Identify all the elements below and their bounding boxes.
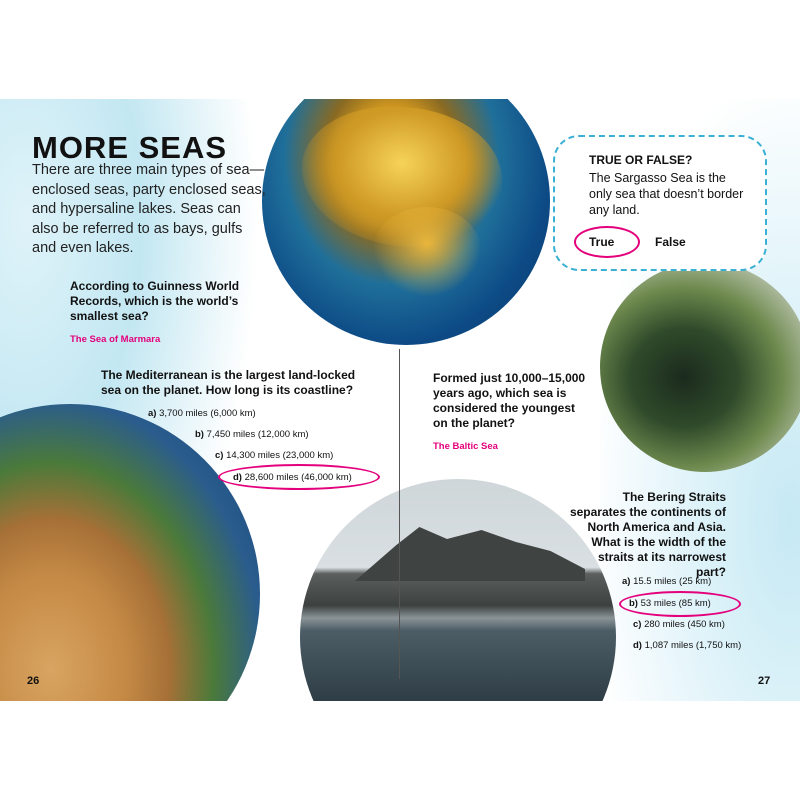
option-letter: b)	[629, 598, 638, 609]
correct-answer-ring	[574, 226, 640, 258]
bering-option-c	[633, 619, 725, 630]
seaweed-cluster	[372, 207, 482, 297]
option-text: 280 miles (450 km)	[644, 619, 725, 630]
mediterranean-option-c	[215, 450, 333, 461]
mediterranean-option-b	[195, 429, 309, 440]
option-text: 53 miles (85 km)	[640, 598, 711, 609]
option-letter: a)	[148, 408, 157, 419]
bering-question: The Bering Straits separates the continents of North America and Asia. What is the width of the straits at its narrowest part?	[569, 490, 726, 579]
page-number-right: 27	[758, 675, 771, 687]
option-text: 28,600 miles (46,000 km)	[244, 472, 352, 483]
bering-option-d	[633, 640, 741, 651]
option-text: 15.5 miles (25 km)	[633, 576, 712, 587]
bering-option-a	[622, 576, 711, 587]
option-text: 1,087 miles (1,750 km)	[644, 640, 742, 651]
option-letter: d)	[233, 472, 242, 483]
option-letter: c)	[633, 619, 642, 630]
true-false-box	[553, 135, 767, 271]
book-spread	[0, 99, 800, 701]
option-letter: a)	[622, 576, 631, 587]
true-false-heading: TRUE OR FALSE?	[589, 153, 693, 167]
false-option: False	[655, 235, 686, 249]
smallest-sea-question: According to Guinness World Records, which is the world’s smallest sea?	[70, 279, 240, 323]
true-option: True	[589, 235, 615, 249]
page-title: MORE SEAS	[32, 130, 228, 165]
youngest-sea-question: Formed just 10,000–15,000 years ago, which sea is considered the youngest on the planet?	[433, 371, 586, 430]
option-letter: c)	[215, 450, 224, 461]
true-false-statement: The Sargasso Sea is the only sea that doesn’t border any land.	[589, 171, 744, 217]
smallest-sea-answer: The Sea of Marmara	[70, 334, 161, 345]
youngest-sea-answer: The Baltic Sea	[433, 441, 498, 452]
correct-answer-ring	[619, 591, 741, 617]
mediterranean-option-a	[148, 408, 256, 419]
mountain-range	[355, 521, 585, 581]
option-letter: b)	[195, 429, 204, 440]
option-text: 7,450 miles (12,000 km)	[206, 429, 309, 440]
option-text: 3,700 miles (6,000 km)	[159, 408, 256, 419]
option-text: 14,300 miles (23,000 km)	[226, 450, 334, 461]
correct-answer-ring	[218, 464, 380, 490]
intro-paragraph: There are three main types of sea—enclosed seas, party enclosed seas, and hypersaline lakes. Seas can also be referred to as bays, gulfs and even lakes.	[32, 162, 266, 256]
page-divider	[399, 349, 400, 679]
baltic-satellite-photo	[600, 262, 800, 472]
option-letter: d)	[633, 640, 642, 651]
page-number-left: 26	[27, 675, 40, 687]
sargasso-seaweed-photo	[262, 99, 550, 345]
mediterranean-question: The Mediterranean is the largest land-locked sea on the planet. How long is its coastline?	[101, 368, 356, 397]
